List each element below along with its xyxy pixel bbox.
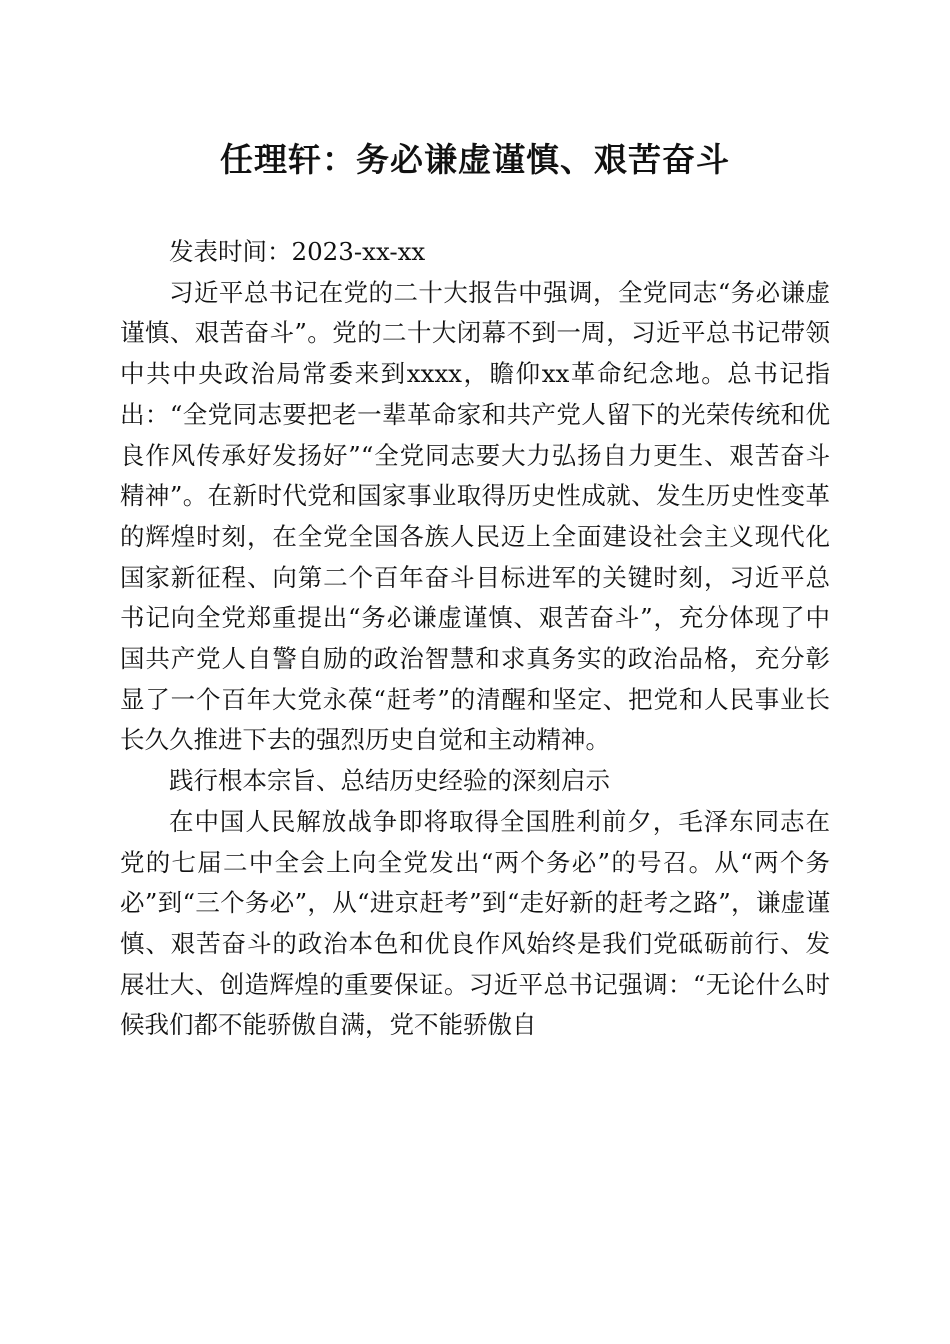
article-title: 任理轩：务必谦虚谨慎、艰苦奋斗 — [220, 140, 730, 179]
article-body — [120, 232, 830, 1046]
paragraph-history: 在中国人民解放战争即将取得全国胜利前夕，毛泽东同志在党的七届二中全会上向全党发出“两个务必”的号召。从“两个务必”到“三个务必”，从“进京赶考”到“走好新的赶考之路”，谦虚谨慎、艰苦奋斗的政治本色和优良作风始终是我们党砥砺前行、发展壮大、创造辉煌的重要保证。习近平总书记强调：“无论什么时候我们都不能骄傲自满，党不能骄傲自 — [120, 806, 830, 1040]
publish-date-line: 发表时间：2023-xx-xx — [169, 237, 426, 266]
section-heading: 践行根本宗旨、总结历史经验的深刻启示 — [169, 766, 610, 796]
paragraph-intro: 习近平总书记在党的二十大报告中强调，全党同志“务必谦虚谨慎、艰苦奋斗”。党的二十大闭幕不到一周，习近平总书记带领中共中央政治局常委来到xxxx，瞻仰xx革命纪念地。总书记指出：“全党同志要把老一辈革命家和共产党人留下的光荣传统和优良作风传承好发扬好”“全党同志要大力弘扬自力更生、艰苦奋斗精神”。在新时代党和国家事业取得历史性成就、发生历史性变革的辉煌时刻，在全党全国各族人民迈上全面建设社会主义现代化国家新征程、向第二个百年奋斗目标进军的关键时刻，习近平总书记向全党郑重提出“务必谦虚谨慎、艰苦奋斗”，充分体现了中国共产党人自警自励的政治智慧和求真务实的政治品格，充分彰显了一个百年大党永葆“赶考”的清醒和坚定、把党和人民事业长长久久推进下去的强烈历史自觉和主动精神。 — [120, 277, 830, 755]
